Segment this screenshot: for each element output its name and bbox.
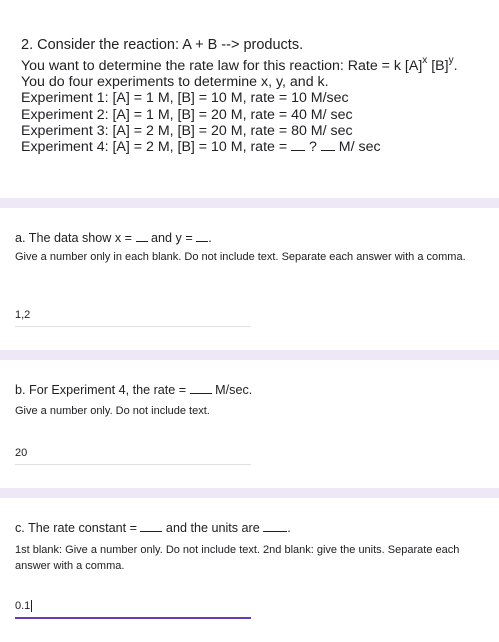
- section-separator: [0, 350, 499, 360]
- part-a-prompt-text: a. The data show x =: [15, 231, 136, 245]
- part-b-help: Give a number only. Do not include text.: [15, 405, 210, 417]
- part-a-help: Give a number only in each blank. Do not include text. Separate each answer with a comma.: [15, 251, 466, 263]
- part-c-prompt-end: .: [287, 521, 291, 535]
- part-b-prompt-text: b. For Experiment 4, the rate =: [15, 383, 190, 397]
- experiment-1: Experiment 1: [A] = 1 M, [B] = 10 M, rate = 10 M/sec: [21, 90, 349, 107]
- part-c-prompt-text: c. The rate constant =: [15, 521, 141, 535]
- section-separator: [0, 488, 499, 498]
- blank: [136, 231, 148, 242]
- question-card-a: [0, 208, 499, 350]
- question-card-b: [0, 360, 499, 488]
- question-mark: ?: [305, 139, 321, 156]
- exponent-y: y: [448, 55, 454, 67]
- experiment-4-unit: M/ sec: [334, 139, 381, 156]
- intro-line: You do four experiments to determine x, y, and k.: [21, 74, 329, 91]
- rate-law-line: [21, 55, 458, 74]
- rate-law-end: .: [453, 58, 458, 74]
- blank: [321, 140, 335, 151]
- question-body: [21, 55, 458, 156]
- question-title: 2. Consider the reaction: A + B --> products.: [21, 37, 304, 53]
- rate-law-b: [B]: [427, 58, 449, 74]
- part-b-prompt: [15, 382, 252, 398]
- part-b-prompt-end: M/sec.: [211, 383, 253, 397]
- part-a-answer-input[interactable]: 1,2: [15, 304, 251, 327]
- part-c-prompt-text-2: and the units are: [162, 521, 264, 535]
- part-c-prompt: [15, 520, 291, 536]
- part-c-answer-value: 0.1: [15, 600, 31, 612]
- question-header: [0, 0, 499, 198]
- text-cursor: [31, 600, 32, 612]
- blank: [291, 140, 305, 151]
- experiment-4: [21, 139, 458, 155]
- part-a-prompt: [15, 230, 212, 246]
- experiment-4-text: Experiment 4: [A] = 2 M, [B] = 10 M, rate =: [21, 139, 292, 156]
- section-separator: [0, 198, 499, 208]
- blank: [140, 521, 162, 532]
- blank: [263, 521, 287, 532]
- part-a-prompt-end: .: [208, 231, 212, 245]
- question-card-c: [0, 498, 499, 642]
- part-c-help: 1st blank: Give a number only. Do not include text. 2nd blank: give the units. Separate each answer with a comma.: [15, 544, 460, 572]
- experiment-3: Experiment 3: [A] = 2 M, [B] = 20 M, rate = 80 M/ sec: [21, 122, 353, 139]
- blank: [190, 383, 212, 394]
- experiment-2: Experiment 2: [A] = 1 M, [B] = 20 M, rate = 40 M/ sec: [21, 106, 353, 123]
- part-c-answer-input[interactable]: [15, 595, 251, 619]
- blank: [196, 231, 208, 242]
- part-a-prompt-text-2: and y =: [147, 231, 197, 245]
- rate-law-text: You want to determine the rate law for this reaction: Rate = k [A]: [21, 58, 423, 74]
- exponent-x: x: [422, 55, 428, 67]
- part-b-answer-input[interactable]: 20: [15, 442, 251, 465]
